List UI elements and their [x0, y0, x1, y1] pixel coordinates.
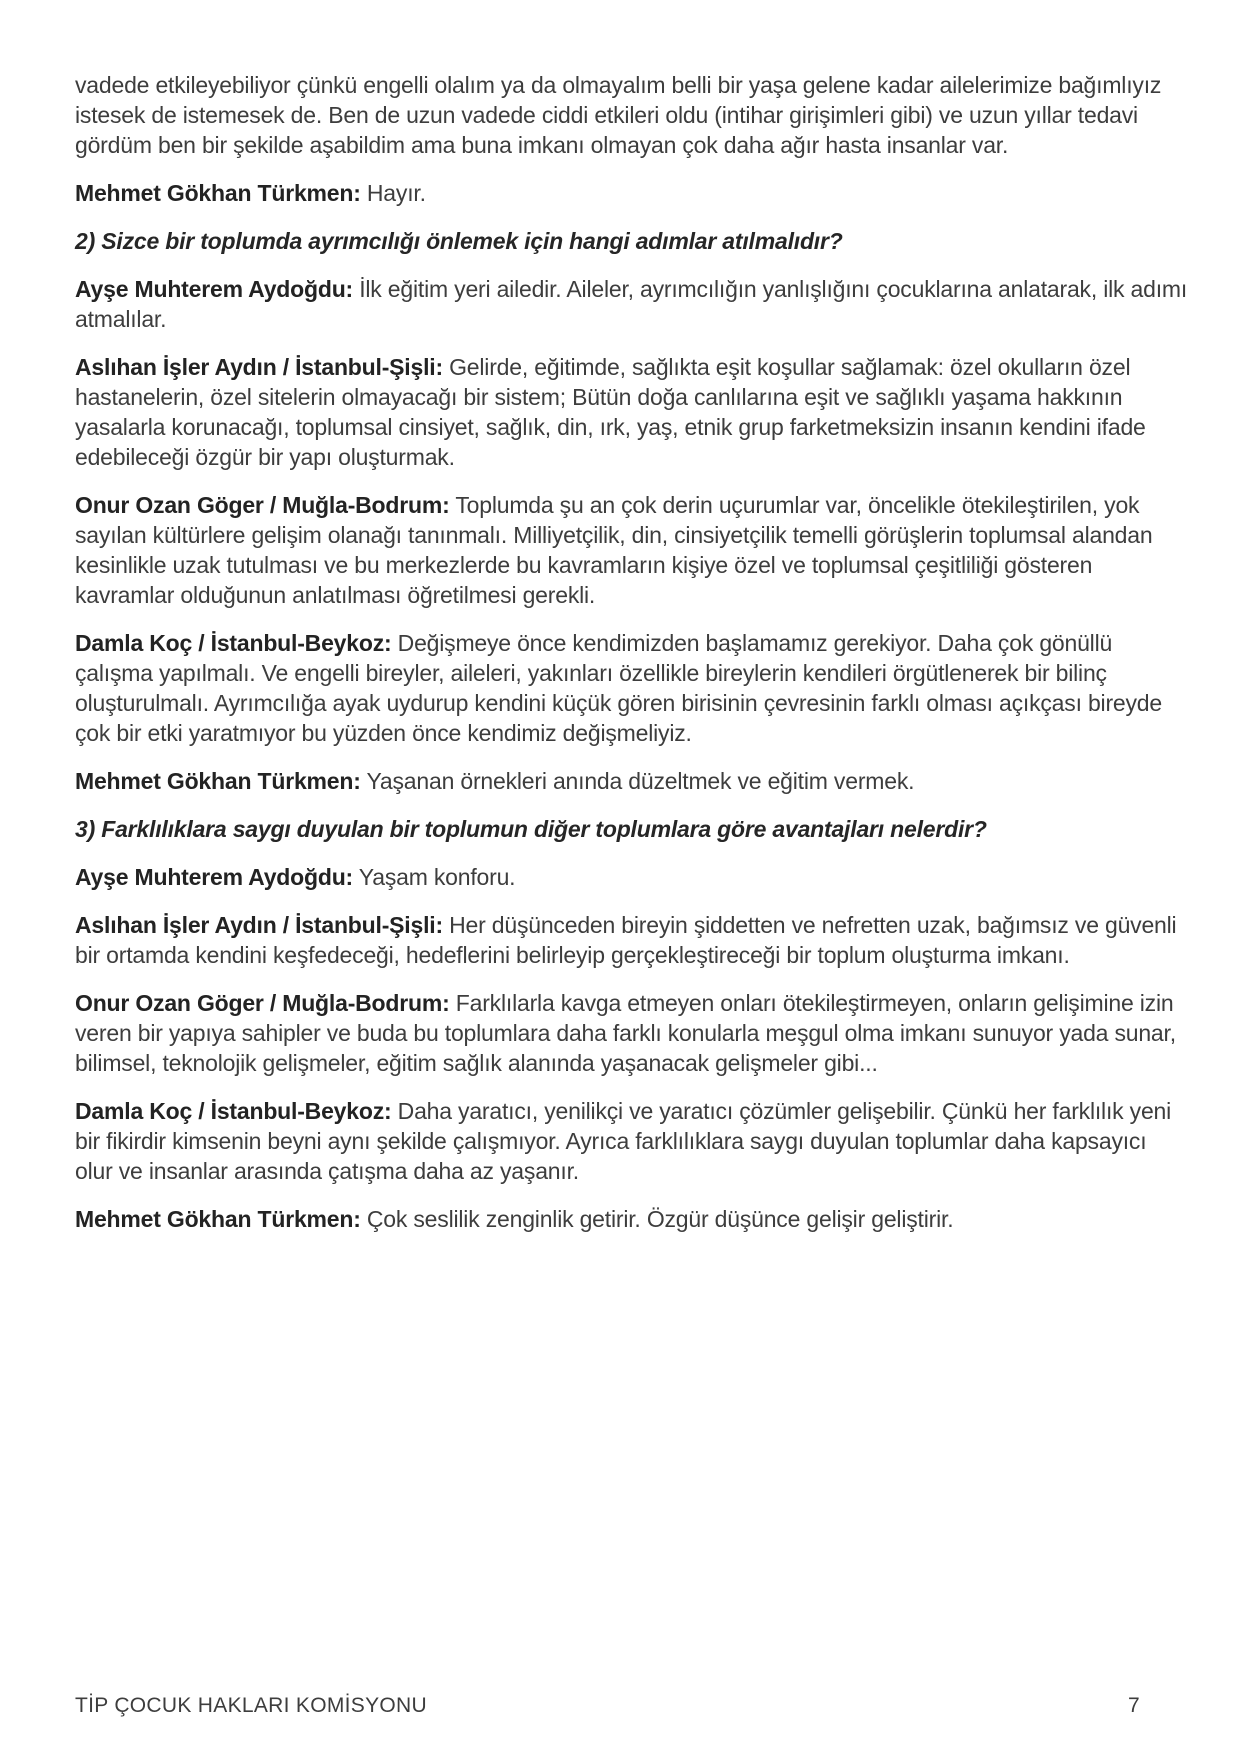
page-footer	[75, 1694, 1140, 1718]
speaker-name: Ayşe Muhterem Aydoğdu:	[75, 276, 354, 302]
speaker-name: Damla Koç / İstanbul-Beykoz:	[75, 1098, 392, 1124]
speaker-name: Onur Ozan Göger / Muğla-Bodrum:	[75, 492, 450, 518]
question-heading: 3) Farklılıklara saygı duyulan bir toplumun diğer toplumlara göre avantajları nelerdir?	[75, 816, 987, 842]
speaker-name: Aslıhan İşler Aydın / İstanbul-Şişli:	[75, 912, 443, 938]
body-paragraph: vadede etkileyebiliyor çünkü engelli olalım ya da olmayalım belli bir yaşa gelene kadar ailelerimize bağımlıyız istesek de istemesek de. Ben de uzun vadede ciddi etkileri oldu (intihar girişimleri gibi) ve uzun yıllar tedavi gördüm ben bir şekilde aşabildim ama buna imkanı olmayan çok daha ağır hasta insanlar var.	[75, 72, 1162, 158]
question-heading: 2) Sizce bir toplumda ayrımcılığı önlemek için hangi adımlar atılmalıdır?	[75, 228, 843, 254]
speaker-name: Damla Koç / İstanbul-Beykoz:	[75, 630, 392, 656]
speaker-paragraph: Ayşe Muhterem Aydoğdu: Yaşam konforu.	[75, 864, 516, 890]
speaker-paragraph: Onur Ozan Göger / Muğla-Bodrum: Toplumda şu an çok derin uçurumlar var, öncelikle ötekileştirilen, yok sayılan kültürlere gelişim olanağı tanınmalı. Milliyetçilik, din, cinsiyetçilik temelli görüşlerin toplumsal alandan kesinlikle uzak tutulması ve bu merkezlerde bu kavramların kişiye özel ve toplumsal çeşitliliği gösteren kavramlar olduğunun anlatılması öğretilmesi gerekli.	[75, 492, 1153, 608]
speaker-paragraph: Aslıhan İşler Aydın / İstanbul-Şişli: Gelirde, eğitimde, sağlıkta eşit koşullar sağlamak: özel okulların özel hastanelerin, özel sitelerin olmayacağı bir sistem; Bütün doğa canlılarına eşit ve sağlıklı yaşama hakkının yasalarla korunacağı, toplumsal cinsiyet, sağlık, din, ırk, yaş, etnik grup farketmeksizin insanın kendini ifade edebileceği özgür bir yapı oluşturmak.	[75, 354, 1146, 470]
speaker-paragraph: Mehmet Gökhan Türkmen: Hayır.	[75, 180, 426, 206]
speaker-paragraph: Damla Koç / İstanbul-Beykoz: Daha yaratıcı, yenilikçi ve yaratıcı çözümler gelişebilir. Çünkü her farklılık yeni bir fikirdir kimsenin beyni aynı şekilde çalışmıyor. Ayrıca farklılıklara saygı duyulan toplumlar daha kapsayıcı olur ve insanlar arasında çatışma daha az yaşanır.	[75, 1098, 1172, 1184]
speaker-name: Mehmet Gökhan Türkmen:	[75, 180, 361, 206]
speaker-paragraph: Ayşe Muhterem Aydoğdu: İlk eğitim yeri ailedir. Aileler, ayrımcılığın yanlışlığını çocuklarına anlatarak, ilk adımı atmalılar.	[75, 276, 1188, 332]
speaker-paragraph: Aslıhan İşler Aydın / İstanbul-Şişli: Her düşünceden bireyin şiddetten ve nefretten uzak, bağımsız ve güvenli bir ortamda kendini keşfedeceği, hedeflerini belirleyip gerçekleştireceği bir toplum oluşturma imkanı.	[75, 912, 1177, 968]
page-number: 7	[1128, 1694, 1140, 1717]
speaker-name: Mehmet Gökhan Türkmen:	[75, 768, 361, 794]
speaker-paragraph: Mehmet Gökhan Türkmen: Çok seslilik zenginlik getirir. Özgür düşünce gelişir geliştirir.	[75, 1206, 954, 1232]
speaker-paragraph: Damla Koç / İstanbul-Beykoz: Değişmeye önce kendimizden başlamamız gerekiyor. Daha çok gönüllü çalışma yapılmalı. Ve engelli bireyler, aileleri, yakınları özellikle bireylerin kendileri örgütlenerek bir bilinç oluşturulmalı. Ayrımcılığa ayak uydurup kendini küçük gören birisinin çevresinin farklı olması açıkçası bireyde çok bir etki yaratmıyor bu yüzden önce kendimiz değişmeliyiz.	[75, 630, 1162, 746]
speaker-name: Ayşe Muhterem Aydoğdu:	[75, 864, 354, 890]
speaker-paragraph: Onur Ozan Göger / Muğla-Bodrum: Farklılarla kavga etmeyen onları ötekileştirmeyen, onların gelişimine izin veren bir yapıya sahipler ve buda bu toplumlara daha farklı konularla meşgul olma imkanı sunuyor yada sunar, bilimsel, teknolojik gelişmeler, eğitim sağlık alanında yaşanacak gelişmeler gibi...	[75, 990, 1176, 1076]
speaker-paragraph: Mehmet Gökhan Türkmen: Yaşanan örnekleri anında düzeltmek ve eğitim vermek.	[75, 768, 915, 794]
footer-title: TİP ÇOCUK HAKLARI KOMİSYONU	[75, 1694, 427, 1717]
speaker-name: Onur Ozan Göger / Muğla-Bodrum:	[75, 990, 450, 1016]
speaker-name: Aslıhan İşler Aydın / İstanbul-Şişli:	[75, 354, 443, 380]
speaker-name: Mehmet Gökhan Türkmen:	[75, 1206, 361, 1232]
document-content	[75, 70, 1190, 1252]
